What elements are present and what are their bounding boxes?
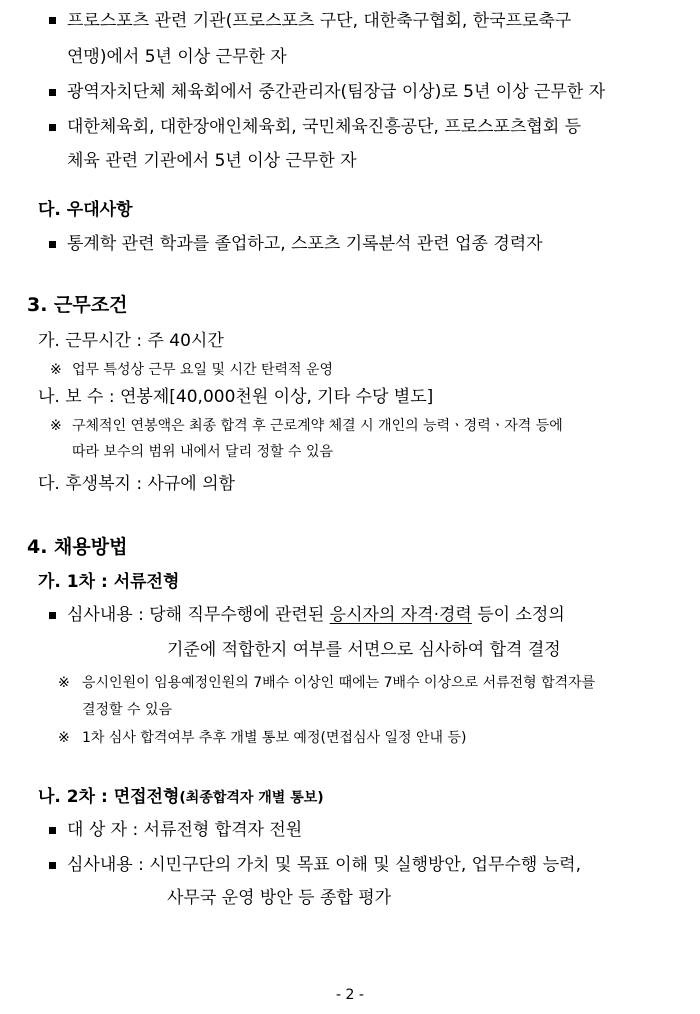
stage-1-content-cont: 기준에 적합한지 여부를 서면으로 심사하여 합격 결정: [167, 640, 561, 660]
stage-2-name: 면접전형: [113, 787, 180, 807]
stage-2-content: [67, 854, 581, 876]
pay-note-cont: 따라 보수의 범위 내에서 달리 정할 수 있음: [72, 444, 334, 460]
bullet-icon: [49, 862, 56, 869]
page-number: - 2 -: [336, 987, 364, 1003]
work-hours: 가. 근무시간 : 주 40시간: [38, 331, 224, 351]
stage-2-paren: (최종합격자 개별 통보): [179, 790, 324, 806]
stage-2-content-cont: 사무국 운영 방안 등 종합 평가: [167, 888, 392, 908]
reference-mark-icon: ※: [50, 418, 62, 434]
bullet-icon: [49, 241, 56, 248]
stage-1-label: 심사내용 :: [67, 605, 150, 625]
stage-1-note: 응시인원이 임용예정인원의 7배수 이상인 때에는 7배수 이상으로 서류전형 합격자를: [82, 675, 596, 691]
stage-1-heading: [38, 571, 179, 593]
pay-note: 구체적인 연봉액은 최종 합격 후 근로계약 체결 시 개인의 능력ㆍ경력ㆍ자격 등에: [72, 418, 563, 434]
preference-item: 통계학 관련 학과를 졸업하고, 스포츠 기록분석 관련 업종 경력자: [67, 234, 543, 254]
section-4-title: 4. 채용방법: [27, 536, 128, 558]
stage-1-name: 서류전형: [113, 572, 180, 592]
stage-2-target: 대 상 자 : 서류전형 합격자 전원: [67, 820, 303, 840]
stage-1-content: [67, 604, 565, 626]
bullet-icon: [49, 124, 56, 131]
preference-title: 다. 우대사항: [38, 200, 133, 220]
welfare: 다. 후생복지 : 사규에 의함: [38, 474, 235, 494]
stage-1-text: 당해 직무수행에 관련된: [149, 605, 330, 625]
stage-1-note-2: 1차 심사 합격여부 추후 개별 통보 예정(면접심사 일정 안내 등): [82, 730, 467, 746]
stage-1-note-cont: 결정할 수 있음: [82, 702, 173, 718]
reference-mark-icon: ※: [58, 730, 70, 746]
reference-mark-icon: ※: [58, 675, 70, 691]
qualification-line-cont: 체육 관련 기관에서 5년 이상 근무한 자: [67, 151, 357, 171]
stage-2-heading: [38, 786, 324, 809]
pay: 나. 보 수 : 연봉제[40,000천원 이상, 기타 수당 별도]: [38, 387, 434, 407]
stage-1-underlined: 응시자의 자격·경력: [329, 605, 472, 625]
stage-1-prefix: 가. 1차 :: [38, 572, 114, 592]
qualification-line: 광역자치단체 체육회에서 중간관리자(팀장급 이상)로 5년 이상 근무한 자: [67, 82, 606, 102]
section-3-title: 3. 근무조건: [27, 294, 128, 316]
qualification-line: 프로스포츠 관련 기관(프로스포츠 구단, 대한축구협회, 한국프로축구: [67, 11, 572, 31]
qualification-line-cont: 연맹)에서 5년 이상 근무한 자: [67, 47, 287, 67]
bullet-icon: [49, 17, 56, 24]
bullet-icon: [49, 612, 56, 619]
reference-mark-icon: ※: [50, 362, 62, 378]
qualification-line: 대한체육회, 대한장애인체육회, 국민체육진흥공단, 프로스포츠협회 등: [67, 117, 582, 137]
bullet-icon: [49, 827, 56, 834]
stage-2-label: 심사내용 :: [67, 855, 150, 875]
stage-2-prefix: 나. 2차 :: [38, 787, 114, 807]
work-hours-note: 업무 특성상 근무 요일 및 시간 탄력적 운영: [72, 362, 334, 378]
stage-2-text: 시민구단의 가치 및 목표 이해 및 실행방안, 업무수행 능력,: [149, 855, 581, 875]
stage-1-text-end: 등이 소정의: [471, 605, 565, 625]
bullet-icon: [49, 89, 56, 96]
